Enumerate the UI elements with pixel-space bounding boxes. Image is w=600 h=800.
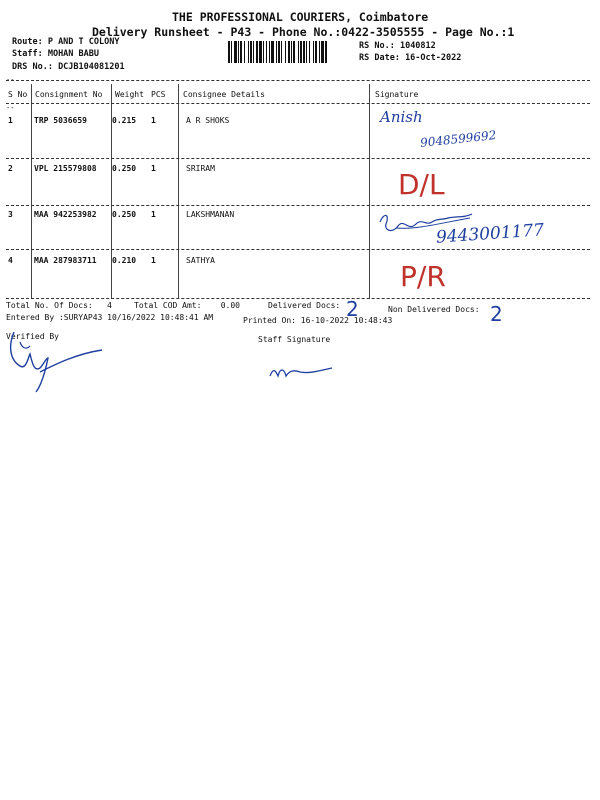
verified-by-signature — [6, 328, 110, 398]
verified-by-label: Verified By — [6, 332, 59, 341]
row-pcs: 1 — [151, 210, 156, 219]
row-consignee: SRIRAM — [186, 164, 215, 173]
rs-no-value: 1040812 — [399, 41, 436, 51]
total-docs-label: Total No. Of Docs: — [6, 301, 93, 310]
total-docs-value: 4 — [107, 301, 112, 310]
staff-signature-mark — [266, 356, 346, 386]
col-header-sno: S No — [8, 90, 28, 99]
col-header-signature: Signature — [375, 90, 419, 99]
column-line — [178, 84, 179, 299]
col-header-consignee: Consignee Details — [183, 90, 265, 99]
row-divider — [6, 205, 590, 206]
rs-no-line — [359, 41, 436, 51]
non-delivered-label: Non Delivered Docs: — [388, 305, 480, 314]
staff-line — [12, 49, 99, 59]
cod-value: 0.00 — [220, 301, 240, 310]
cod-label: Total COD Amt: — [134, 301, 202, 310]
row-consignee: LAKSHMANAN — [186, 210, 235, 219]
row-divider — [6, 158, 590, 159]
route-label: Route: — [12, 37, 48, 47]
printed-on: Printed On: 16-10-2022 10:48:43 — [243, 316, 393, 325]
col-header-weight: Weight — [115, 90, 144, 99]
row-pcs: 1 — [151, 116, 156, 125]
handwritten-non-delivered-count: 2 — [490, 302, 503, 326]
row-consignment: MAA 942253982 — [34, 210, 97, 219]
route-line — [12, 37, 119, 47]
delivered-label: Delivered Docs: — [268, 301, 341, 310]
divider — [6, 298, 590, 299]
row-consignment: VPL 215579808 — [34, 164, 97, 173]
drs-value: DCJB104081201 — [58, 62, 125, 72]
row-consignment: MAA 287983711 — [34, 256, 97, 265]
row-sno: 3 — [8, 210, 13, 219]
total-docs-line — [6, 301, 112, 310]
row-pcs: 1 — [151, 164, 156, 173]
staff-signature-label: Staff Signature — [258, 335, 331, 344]
row-sno: 2 — [8, 164, 13, 173]
handwritten-phone-number: 9443001177 — [435, 220, 545, 248]
entered-by: Entered By :SURYAP43 10/16/2022 10:48:41 AM — [6, 313, 214, 322]
row-divider — [6, 249, 590, 250]
cod-line — [134, 301, 240, 310]
row-weight: 0.210 — [112, 256, 137, 265]
row-consignee: A R SHOKS — [186, 116, 230, 125]
staff-value: MOHAN BABU — [47, 49, 100, 59]
handwritten-status-dl: D/L — [398, 168, 445, 201]
company-title: THE PROFESSIONAL COURIERS, Coimbatore — [172, 10, 429, 24]
rs-date-value: 16-Oct-2022 — [405, 53, 462, 63]
col-header-pcs: PCS — [151, 90, 166, 99]
row-weight: 0.215 — [112, 116, 137, 125]
column-line — [369, 84, 370, 299]
row-consignee: SATHYA — [186, 256, 215, 265]
drs-label: DRS No.: — [12, 62, 59, 72]
rs-no-label: RS No.: — [359, 41, 400, 51]
divider — [6, 80, 590, 81]
rs-date-line — [359, 53, 461, 63]
divider — [6, 103, 590, 104]
col-header-consignment: Consignment No — [35, 90, 103, 99]
barcode-image — [228, 41, 354, 67]
rs-date-label: RS Date: — [359, 53, 406, 63]
handwritten-signature-name: Anish — [380, 108, 423, 126]
row-weight: 0.250 — [112, 210, 137, 219]
route-value: P AND T COLONY — [47, 37, 120, 47]
handwritten-delivered-count: 2 — [346, 297, 359, 321]
runsheet-title: Delivery Runsheet - P43 - Phone No.:0422-3505555 - Page No.:1 — [92, 25, 515, 39]
column-line — [31, 84, 32, 299]
row-sno: 4 — [8, 256, 13, 265]
row-consignment: TRP 5036659 — [34, 116, 87, 125]
handwritten-status-pr: P/R — [400, 260, 446, 293]
drs-line — [12, 62, 125, 72]
row-sno: 1 — [8, 116, 13, 125]
staff-label: Staff: — [12, 49, 48, 59]
handwritten-phone-number: 9048599692 — [419, 128, 497, 150]
row-weight: 0.250 — [112, 164, 137, 173]
row-pcs: 1 — [151, 256, 156, 265]
